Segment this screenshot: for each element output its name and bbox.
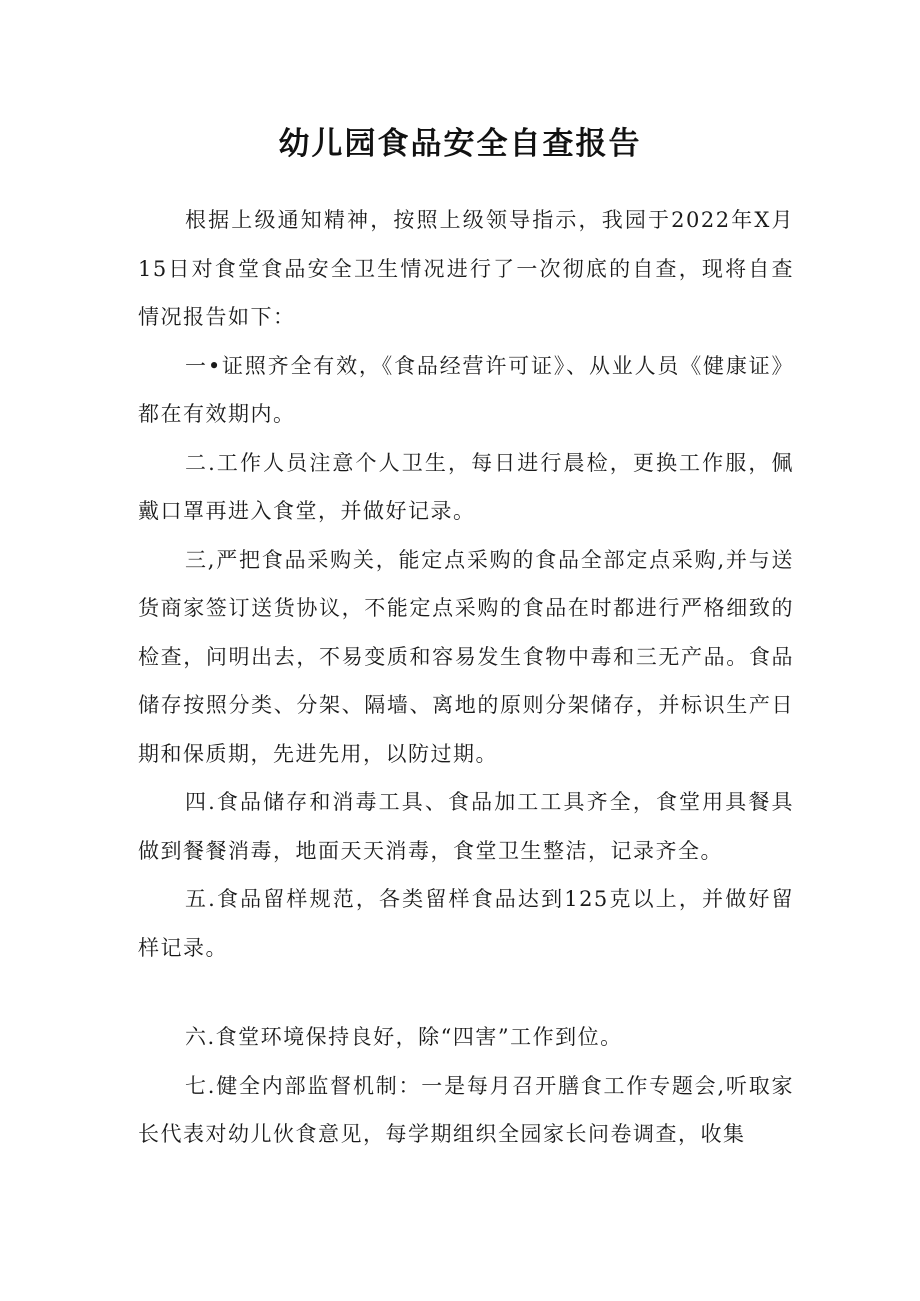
intro-paragraph: 根据上级通知精神，按照上级领导指示，我园于2022年X月15日对食堂食品安全卫生情况进行了一次彻底的自查，现将自查情况报告如下： [138,208,794,329]
item-6-paragraph: 六.食堂环境保持良好，除“四害”工作到位。 [185,1025,623,1049]
document-title: 幼儿园食品安全自查报告 [278,125,642,162]
item-2-paragraph: 二.工作人员注意个人卫生，每日进行晨检，更换工作服，佩戴口罩再进入食堂，并做好记录。 [138,450,794,523]
item-5-paragraph: 五.食品留样规范，各类留样食品达到125克以上，并做好留样记录。 [138,887,794,960]
report-body [138,196,794,972]
item-4-paragraph: 四.食品储存和消毒工具、食品加工工具齐全，食堂用具餐具做到餐餐消毒，地面天天消毒，食堂卫生整洁，记录齐全。 [138,790,794,863]
report-body-continued [138,1013,794,1159]
item-7-paragraph: 七.健全内部监督机制：一是每月召开膳食工作专题会,听取家长代表对幼儿伙食意见，每学期组织全园家长问卷调查，收集 [138,1073,794,1146]
item-1-paragraph: 一•证照齐全有效，《食品经营许可证》、从业人员《健康证》都在有效期内。 [138,353,794,426]
item-3-paragraph: 三,严把食品采购关，能定点采购的食品全部定点采购,并与送货商家签订送货协议，不能定点采购的食品在时都进行严格细致的检查，问明出去，不易变质和容易发生食物中毒和三无产品。食品储存按照分类、分架、隔墙、离地的原则分架储存，并标识生产日期和保质期，先进先用，以防过期。 [138,547,794,766]
